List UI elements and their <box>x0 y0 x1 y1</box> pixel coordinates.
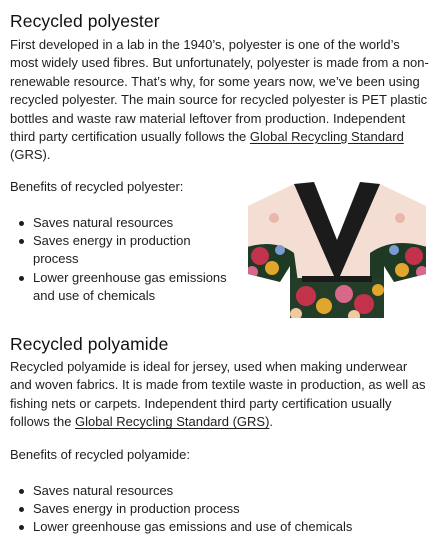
section-body-recycled-polyester <box>10 36 430 165</box>
list-item: Saves energy in production process <box>10 500 430 518</box>
list-item: Lower greenhouse gas emissions and use of chemicals <box>10 518 430 536</box>
list-item: Saves natural resources <box>10 214 235 232</box>
body-text: First developed in a lab in the 1940’s, polyester is one of the world’s most widely used fibres. But unfortunately, polyester is made from a non-renewable resource. That’s why, for some years now, we’ve been using recycled polyester. The main source for recycled polyester is PET plastic bottles and waste raw material leftover from production. Independent third party certification usually follows the <box>10 37 429 145</box>
list-item: Lower greenhouse gas emissions and use of chemicals <box>10 269 235 305</box>
kimono-waist-band <box>302 276 372 282</box>
list-item: Saves energy in production process <box>10 232 235 268</box>
benefits-intro-polyester: Benefits of recycled polyester: <box>10 179 184 194</box>
benefits-list-polyamide <box>10 482 430 537</box>
list-item: Saves natural resources <box>10 482 430 500</box>
floral-kimono-product-image <box>244 178 430 326</box>
global-recycling-standard-grs-link[interactable]: Global Recycling Standard (GRS) <box>75 414 270 430</box>
body-text-end: . <box>269 414 274 430</box>
global-recycling-standard-link[interactable]: Global Recycling Standard <box>249 129 404 145</box>
body-text-end: (GRS). <box>10 147 51 163</box>
section-title-recycled-polyamide: Recycled polyamide <box>10 334 169 354</box>
benefits-intro-polyamide: Benefits of recycled polyamide: <box>10 447 190 462</box>
body-text: Recycled polyamide is ideal for jersey, used when making underwear and woven fabrics. It is made from textile waste in production, as well as fishing nets or carpets. Independent third party certification usually follows the <box>10 359 426 430</box>
section-title-recycled-polyester: Recycled polyester <box>10 11 160 31</box>
benefits-list-polyester <box>10 214 235 305</box>
section-body-recycled-polyamide <box>10 358 430 432</box>
